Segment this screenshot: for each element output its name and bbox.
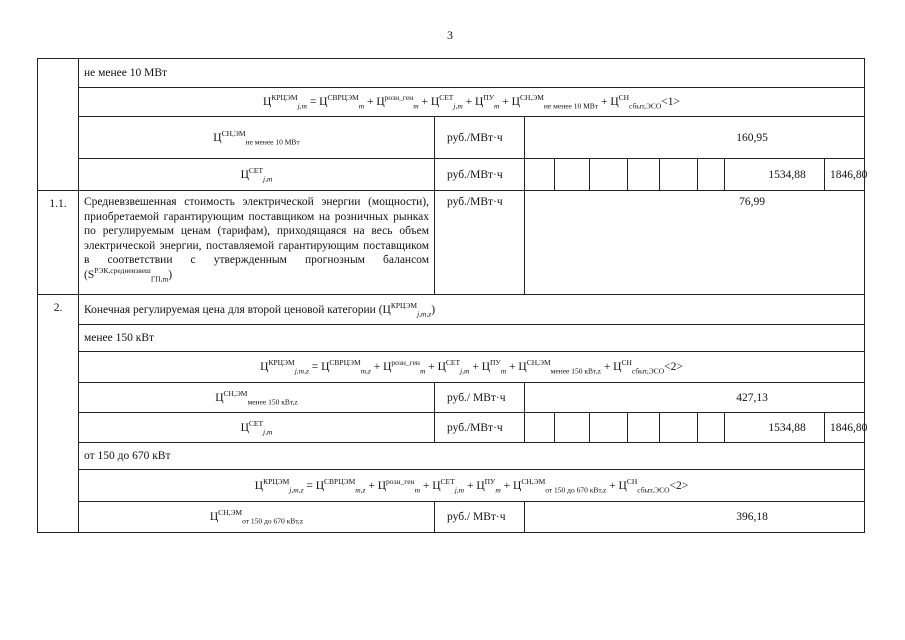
value-cell: 396,18 — [525, 502, 865, 533]
tariff-table — [37, 58, 868, 533]
table-row — [38, 443, 865, 470]
table-row — [38, 470, 865, 502]
empty-cell — [590, 413, 628, 443]
section-label: от 150 до 670 кВт — [79, 443, 865, 470]
section-label: не менее 10 МВт — [79, 59, 865, 88]
empty-cell — [555, 159, 590, 191]
row-number-cell: 2. — [38, 295, 79, 533]
component-name: $Ц^{СЕТ}_{j,m}$ — [79, 413, 435, 443]
price-formula: $Ц^{КРЦЭМ}_{j,m,z} = Ц^{СВРЦЭМ}_{m,z} + Ц^{розн\_ген}_m + Ц^{СЕТ}_{j,m} + Ц^{ПУ}_m + Ц^{СН,ЭМ}_{от 150 до 670 кВт,z} + Ц^{СН}_{сбыт,ЭСО}<2>$ — [79, 470, 865, 502]
empty-cell — [628, 413, 660, 443]
table-row — [38, 88, 865, 117]
component-name: $Ц^{СН,ЭМ}_{от 150 до 670 кВт,z}$ — [79, 502, 435, 533]
value-cell: 1534,88 — [725, 159, 825, 191]
unit-cell: руб./ МВт·ч — [435, 383, 525, 413]
row-number-cell — [38, 59, 79, 191]
empty-cell — [698, 159, 725, 191]
table-row — [38, 117, 865, 159]
unit-cell: руб./МВт·ч — [435, 159, 525, 191]
unit-cell: руб./ МВт·ч — [435, 502, 525, 533]
component-name: $Ц^{СН,ЭМ}_{менее 150 кВт,z}$ — [79, 383, 435, 413]
value-cell: 1846,80 — [825, 159, 865, 191]
empty-cell — [628, 159, 660, 191]
section-heading: Конечная регулируемая цена для второй ценовой категории $(Ц^{КРЦЭМ}_{j,m,z})$ — [79, 295, 865, 325]
table-row — [38, 59, 865, 88]
empty-cell — [660, 159, 698, 191]
unit-cell: руб./МВт·ч — [435, 117, 525, 159]
table-row — [38, 413, 865, 443]
description-cell: Средневзвешенная стоимость электрической энергии (мощности), приобретаемой гарантирующим поставщиком на розничных рынках по регулируемым ценам (тарифам), приходящаяся на весь объем электрической энергии, поставляемой гарантирующим поставщиком в соответствии с утвержденным прогнозным балансом $(S^{РЭК,средневзвеш}_{ГП,m})$ — [79, 191, 435, 295]
row-number-cell: 1.1. — [38, 191, 79, 295]
table-row — [38, 383, 865, 413]
empty-cell — [525, 413, 555, 443]
table-row — [38, 191, 865, 295]
component-name: $Ц^{СЕТ}_{j,m}$ — [79, 159, 435, 191]
empty-cell — [698, 413, 725, 443]
value-cell: 1534,88 — [725, 413, 825, 443]
price-formula: $Ц^{КРЦЭМ}_{j,m,z} = Ц^{СВРЦЭМ}_{m,z} + Ц^{розн\_ген}_m + Ц^{СЕТ}_{j,m} + Ц^{ПУ}_m + Ц^{СН,ЭМ}_{менее 150 кВт,z} + Ц^{СН}_{сбыт,ЭСО}<2>$ — [79, 352, 865, 383]
value-cell: 1846,80 — [825, 413, 865, 443]
table-row — [38, 295, 865, 325]
value-cell: 76,99 — [525, 191, 865, 295]
value-cell: 427,13 — [525, 383, 865, 413]
value-cell: 160,95 — [525, 117, 865, 159]
unit-cell: руб./МВт·ч — [435, 191, 525, 295]
price-formula: $Ц^{КРЦЭМ}_{j,m} = Ц^{СВРЦЭМ}_m + Ц^{розн\_ген}_m + Ц^{СЕТ}_{j,m} + Ц^{ПУ}_m + Ц^{СН,ЭМ}_{не менее 10 МВт} + Ц^{СН}_{сбыт,ЭСО}<1>$ — [79, 88, 865, 117]
table-row — [38, 502, 865, 533]
empty-cell — [590, 159, 628, 191]
table-row — [38, 325, 865, 352]
unit-cell: руб./МВт·ч — [435, 413, 525, 443]
table-row — [38, 352, 865, 383]
page-number: 3 — [447, 28, 453, 42]
empty-cell — [525, 159, 555, 191]
empty-cell — [660, 413, 698, 443]
table-row — [38, 159, 865, 191]
section-label: менее 150 кВт — [79, 325, 865, 352]
empty-cell — [555, 413, 590, 443]
component-name: $Ц^{СН,ЭМ}_{не менее 10 МВт}$ — [79, 117, 435, 159]
